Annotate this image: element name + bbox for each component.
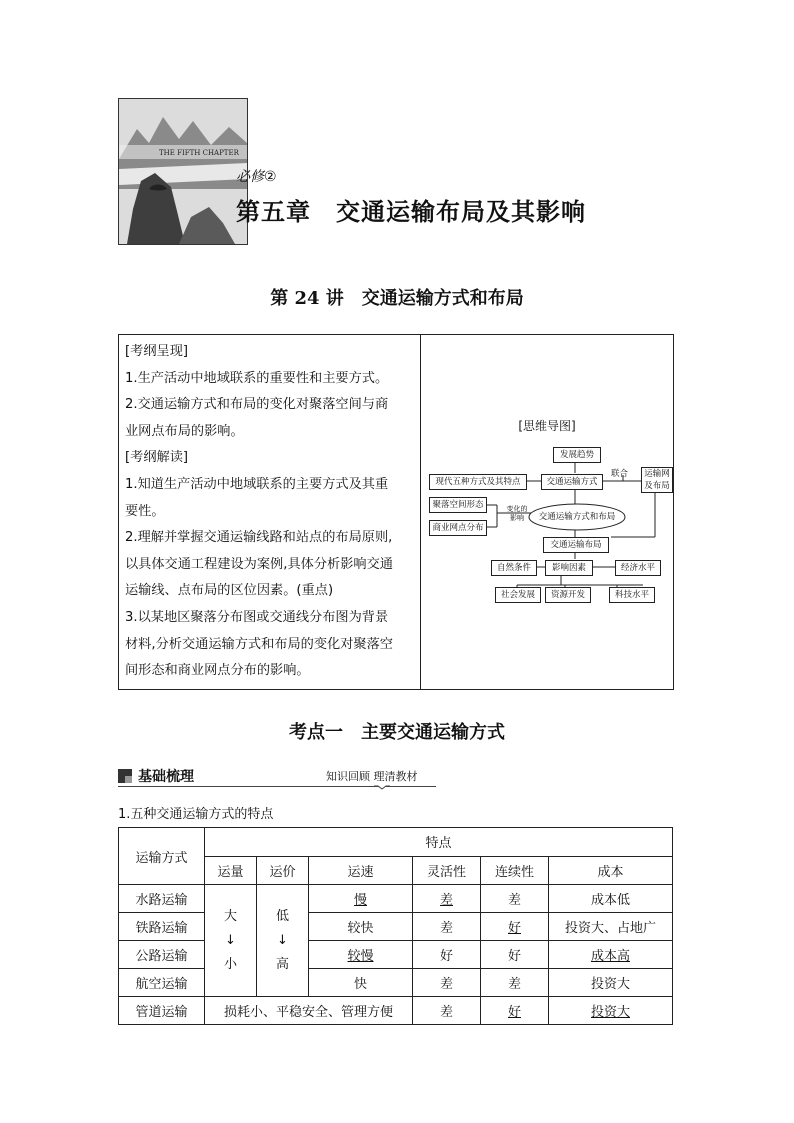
row-continuity	[481, 913, 549, 941]
row-mode: 铁路运输	[119, 913, 205, 941]
basics-banner	[118, 766, 436, 790]
syllabus-line: 运输线、点布局的区位因素。(重点)	[125, 583, 334, 599]
row-continuity-value: 好	[507, 1005, 521, 1020]
table-caption: 1.五种交通运输方式的特点	[118, 807, 274, 822]
section-title: 考点一 主要交通运输方式	[289, 722, 505, 743]
mm-resource-development: 资源开发	[545, 587, 591, 603]
row-cost	[549, 997, 673, 1025]
row-flexibility: 差	[413, 913, 481, 941]
header-features: 特点	[205, 828, 673, 857]
header-flexibility: 灵活性	[413, 856, 481, 885]
table-row	[119, 885, 673, 913]
row-cost: 投资大	[549, 969, 673, 997]
syllabus-line: 要性。	[125, 503, 165, 519]
mm-influencing-factors: 影响因素	[545, 560, 593, 576]
row-mode: 管道运输	[119, 997, 205, 1025]
row-flexibility	[413, 885, 481, 913]
syllabus-line: 间形态和商业网点分布的影响。	[125, 663, 310, 679]
outline-box	[118, 334, 674, 690]
syllabus-line: 2.理解并掌握交通运输线路和站点的布局原则,	[125, 530, 393, 546]
volume-gradient-cell	[205, 885, 257, 997]
mm-natural-conditions: 自然条件	[491, 560, 537, 576]
price-bottom: 高	[275, 956, 289, 972]
row-flexibility: 差	[413, 969, 481, 997]
syllabus-line: 业网点布局的影响。	[125, 423, 244, 439]
mm-commerce-distribution: 商业网点分布	[429, 520, 487, 536]
row-continuity	[481, 997, 549, 1025]
mm-network-layout: 运输网及布局	[641, 467, 673, 493]
volume-bottom: 小	[223, 956, 237, 972]
syllabus-line: 1.知道生产活动中地域联系的主要方式及其重	[125, 476, 389, 492]
chapter-tag: 必修②	[236, 169, 277, 185]
row-flexibility: 好	[413, 941, 481, 969]
price-top: 低	[275, 908, 289, 924]
chapter-title: 第五章 交通运输布局及其影响	[236, 198, 586, 226]
chevron-down-icon	[374, 782, 390, 790]
mm-settlement-form: 聚落空间形态	[429, 497, 487, 513]
header-price: 运价	[257, 856, 309, 885]
mm-transport-layout: 交通运输布局	[543, 537, 609, 553]
row-cost: 成本低	[549, 885, 673, 913]
table-header-row	[119, 828, 673, 857]
syllabus-line: [考纲呈现]	[125, 344, 189, 359]
transport-modes-table	[118, 827, 673, 1025]
arrow-down-icon: ↓	[225, 932, 236, 948]
mind-map-title: [思维导图]	[518, 419, 576, 433]
mm-social-development: 社会发展	[495, 587, 541, 603]
volume-top: 大	[223, 908, 237, 924]
lecture-title: 第 24 讲 交通运输方式和布局	[270, 288, 524, 309]
mind-map-panel	[421, 335, 673, 689]
chapter-cover-image	[118, 98, 248, 245]
header-volume: 运量	[205, 856, 257, 885]
row-flexibility: 差	[413, 997, 481, 1025]
cover-caption: THE FIFTH CHAPTER	[159, 149, 239, 157]
row-mode: 公路运输	[119, 941, 205, 969]
row-cost-value: 投资大	[590, 1005, 630, 1020]
basics-subtitle: 知识回顾 理清教材	[326, 770, 418, 783]
table-row	[119, 913, 673, 941]
row-continuity: 差	[481, 969, 549, 997]
header-cost: 成本	[549, 856, 673, 885]
mm-core-topic: 交通运输方式和布局	[538, 512, 616, 522]
row-speed: 快	[309, 969, 413, 997]
block-icon	[118, 769, 132, 783]
table-row	[119, 941, 673, 969]
mm-economic-level: 经济水平	[615, 560, 661, 576]
mm-link-label: 联合	[611, 469, 629, 479]
row-speed	[309, 941, 413, 969]
mm-transport-modes: 交通运输方式	[541, 474, 603, 490]
header-transport-mode: 运输方式	[119, 828, 205, 885]
syllabus-line: [考纲解读]	[125, 450, 189, 466]
mm-change-effect-label: 变化的影响	[506, 505, 528, 522]
syllabus-line: 材料,分析交通运输方式和布局的变化对聚落空	[125, 636, 393, 652]
basics-title: 基础梳理	[138, 769, 194, 785]
syllabus-line: 2.交通运输方式和布局的变化对聚落空间与商	[125, 397, 389, 413]
syllabus-line: 以具体交通工程建设为案例,具体分析影响交通	[125, 556, 393, 572]
mountain-landscape-illustration	[119, 99, 247, 244]
syllabus-panel	[119, 335, 421, 689]
row-continuity: 好	[481, 941, 549, 969]
mm-five-modes: 现代五种方式及其特点	[429, 474, 527, 490]
row-cost	[549, 941, 673, 969]
row-speed: 较快	[309, 913, 413, 941]
pipeline-note: 损耗小、平稳安全、管理方便	[205, 997, 413, 1025]
row-mode: 水路运输	[119, 885, 205, 913]
header-continuity: 连续性	[481, 856, 549, 885]
mm-tech-level: 科技水平	[609, 587, 655, 603]
table-row	[119, 997, 673, 1025]
syllabus-line: 3.以某地区聚落分布图或交通线分布图为背景	[125, 609, 389, 625]
mm-development-trend: 发展趋势	[553, 447, 601, 463]
row-flexibility-value: 差	[439, 893, 453, 908]
row-cost-value: 成本高	[590, 949, 630, 964]
row-cost: 投资大、占地广	[549, 913, 673, 941]
table-row	[119, 969, 673, 997]
row-continuity-value: 好	[507, 921, 521, 936]
header-speed: 运速	[309, 856, 413, 885]
price-gradient-cell	[257, 885, 309, 997]
arrow-down-icon: ↓	[277, 932, 288, 948]
syllabus-line: 1.生产活动中地域联系的重要性和主要方式。	[125, 370, 389, 386]
row-mode: 航空运输	[119, 969, 205, 997]
row-speed-value: 慢	[353, 893, 367, 908]
row-speed-value: 较慢	[347, 949, 374, 964]
row-speed	[309, 885, 413, 913]
row-continuity: 差	[481, 885, 549, 913]
